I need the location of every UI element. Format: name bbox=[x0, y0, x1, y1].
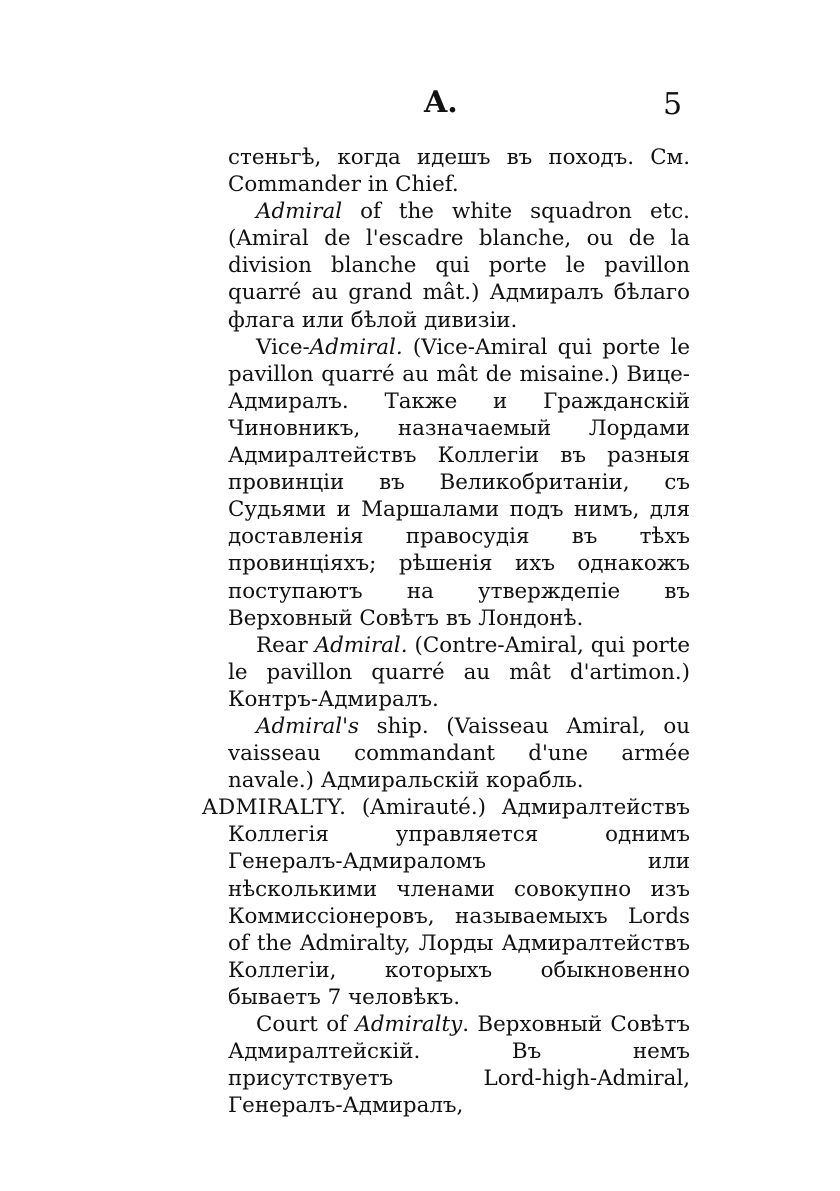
paragraph-text: ship. (Vaisseau Amiral, ou vaisseau commandant d'une armée navale.) Адмиральскій корабль. bbox=[228, 713, 690, 794]
paragraph-text: of the white squadron etc. (Amiral de l'escadre blanche, ou de la division blanche qui porte le pavillon quarré au grand mât.) Адмиралъ бѣлаго флага или бѣлой дивизіи. bbox=[228, 199, 690, 333]
page-body bbox=[202, 144, 690, 1119]
term: Admiral. bbox=[309, 334, 403, 360]
paragraph-text: стеньгѣ, когда идешъ въ походъ. См. Commander in Chief. bbox=[228, 145, 690, 198]
paragraph-continuation bbox=[202, 144, 690, 198]
term: Admiralty bbox=[355, 1012, 463, 1037]
page-number: 5 bbox=[663, 87, 683, 122]
term-prefix: Vice- bbox=[256, 334, 310, 360]
term-prefix: Rear bbox=[256, 632, 315, 658]
paragraph-text: (Contre-Amiral, qui porte le pavillon quarré au mât d'artimon.) Контръ-Адмиралъ. bbox=[228, 632, 691, 712]
paragraph-rear-admiral bbox=[202, 632, 690, 713]
term: Admiral bbox=[256, 199, 343, 225]
paragraph-admiral-white bbox=[202, 198, 690, 333]
term: Admiral. bbox=[314, 632, 408, 658]
paragraph-court-of-admiralty bbox=[202, 1011, 690, 1119]
paragraph-text: (Vice-Amiral qui porte le pavillon quarré au mât de misaine.) Вице-Адмиралъ. Также и Гражданскій Чиновникъ, назначаемый Лордами Адмиралтействъ Коллегіи въ разныя провинціи въ Великобританіи, съ Судьями и Маршалами подъ нимъ, для доставленія правосудія въ тѣхъ провинціяхъ; рѣшенія ихъ однакожъ поступаютъ на утверждепіе въ Верховный Совѣтъ въ Лондонѣ. bbox=[228, 334, 690, 631]
paragraph-admirals-ship bbox=[202, 713, 690, 794]
entry-headword: ADMIRALTY. bbox=[202, 795, 347, 821]
paragraph-text: (Amirauté.) Адмиралтействъ Коллегія управляется однимъ Генералъ-Адмираломъ или нѣсколькими членами совокупно изъ Коммиссіонеровъ, называемыхъ Lords of the Admiralty, Лорды Адмиралтействъ Коллегіи, которыхъ обыкновенно бываетъ 7 человѣкъ. bbox=[228, 795, 690, 1010]
paragraph-vice-admiral bbox=[202, 334, 690, 632]
term-prefix: Court of bbox=[256, 1012, 356, 1037]
term: Admiral's bbox=[256, 713, 359, 739]
paragraph-text: . Верховный Совѣтъ Адмиралтейскій. Въ немъ присутствуетъ Lord-high-Admiral, Генералъ-Адмиралъ, bbox=[228, 1012, 690, 1119]
running-head-letter: A. bbox=[424, 85, 458, 120]
entry-admiralty bbox=[202, 794, 690, 1011]
